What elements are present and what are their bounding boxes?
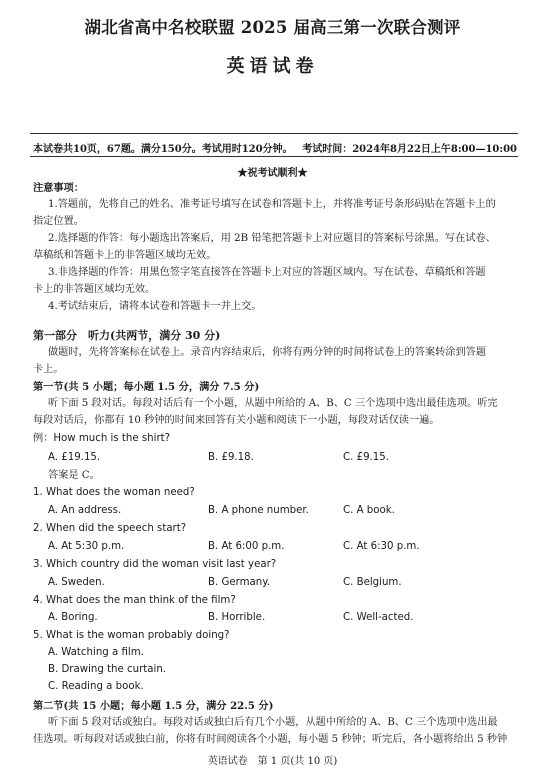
- subject-title: 英语试卷: [226, 56, 319, 77]
- example-option-b: B. £9.18.: [208, 452, 254, 463]
- section1-heading: 第一节(共 5 小题；每小题 1.5 分，满分 7.5 分): [33, 381, 260, 393]
- q5-option-b: B. Drawing the curtain.: [48, 664, 167, 675]
- question-2: 2. When did the speech start?: [33, 523, 187, 534]
- exam-title: 湖北省高中名校联盟 2025 届高三第一次联合测评: [84, 18, 461, 37]
- section2-heading: 第二节(共 15 小题；每小题 1.5 分，满分 22.5 分): [33, 700, 274, 712]
- note-line: 4.考试结束后，请将本试卷和答题卡一并上交。: [48, 301, 262, 312]
- exam-time: 考试时间：2024年8月22日上午8:00—10:00: [302, 144, 517, 155]
- q5-option-c: C. Reading a book.: [48, 681, 144, 692]
- question-1: 1. What does the woman need?: [33, 487, 195, 498]
- note-line: 草稿纸和答题卡上的非答题区域均无效。: [33, 250, 217, 261]
- example-option-c: C. £9.15.: [343, 452, 389, 463]
- note-line: 指定位置。: [33, 216, 84, 227]
- note-line: 2.选择题的作答：每小题选出答案后，用 2B 铅笔把答题卡上对应题目的答案标号涂黑。写在试卷、: [48, 233, 496, 244]
- q4-option-c: C. Well-acted.: [343, 612, 414, 623]
- question-5: 5. What is the woman probably doing?: [33, 630, 230, 641]
- question-3: 3. Which country did the woman visit last year?: [33, 559, 277, 570]
- example-option-a: A. £19.15.: [48, 452, 101, 463]
- q1-option-c: C. A book.: [343, 505, 395, 516]
- note-line: 卡上的非答题区域均无效。: [33, 284, 156, 295]
- page-footer: 英语试卷 第 1 页(共 10 页): [207, 756, 338, 767]
- q2-option-a: A. At 5:30 p.m.: [48, 541, 125, 552]
- q4-option-a: A. Boring.: [48, 612, 98, 623]
- q3-option-b: B. Germany.: [208, 577, 271, 588]
- question-4: 4. What does the man think of the film?: [33, 595, 236, 606]
- q1-option-a: A. An address.: [48, 505, 122, 516]
- q2-option-c: C. At 6:30 p.m.: [343, 541, 420, 552]
- top-divider: [30, 133, 518, 134]
- q5-option-a: A. Watching a film.: [48, 647, 144, 658]
- exam-info: [33, 140, 517, 155]
- note-line: 3.非选择题的作答：用黑色签字笔直接答在答题卡上对应的答题区域内。写在试卷、草稿纸和答题: [48, 267, 486, 278]
- section2-intro-line: 佳选项。听每段对话或独白前，你将有时间阅读各个小题，每小题 5 秒钟；听完后，各小题将给出 5 秒钟: [33, 734, 508, 745]
- info-divider: [30, 156, 518, 157]
- note-line: 1.答题前，先将自己的姓名、准考证号填写在试卷和答题卡上，并将准考证号条形码贴在答题卡上的: [48, 199, 496, 210]
- notes-heading: 注意事项：: [33, 182, 84, 194]
- section1-intro-line: 听下面 5 段对话。每段对话后有一个小题，从题中所给的 A、B、C 三个选项中选出最佳选项。听完: [48, 398, 498, 409]
- example-answer: 答案是 C。: [48, 470, 100, 481]
- section2-intro-line: 听下面 5 段对话或独白。每段对话或独白后有几个小题，从题中所给的 A、B、C 三个选项中选出最: [48, 717, 498, 728]
- q4-option-b: B. Horrible.: [208, 612, 266, 623]
- part1-intro-line: 做题时，先将答案标在试卷上。录音内容结束后，你将有两分钟的时间将试卷上的答案转涂到答题: [48, 347, 487, 358]
- q1-option-b: B. A phone number.: [208, 505, 309, 516]
- part1-heading: 第一部分 听力(共两节，满分 30 分): [33, 329, 221, 342]
- q2-option-b: B. At 6:00 p.m.: [208, 541, 285, 552]
- part1-intro-line: 卡上。: [33, 364, 64, 375]
- q3-option-a: A. Sweden.: [48, 577, 105, 588]
- section1-intro-line: 每段对话后，你都有 10 秒钟的时间来回答有关小题和阅读下一小题，每段对话仅读一遍。: [33, 415, 440, 426]
- exam-info-left: 本试卷共10页，67题。满分150分。考试用时120分钟。: [33, 144, 293, 155]
- good-luck-banner: ★祝考试顺利★: [237, 168, 308, 179]
- example-question: 例：How much is the shirt?: [33, 433, 171, 444]
- q3-option-c: C. Belgium.: [343, 577, 402, 588]
